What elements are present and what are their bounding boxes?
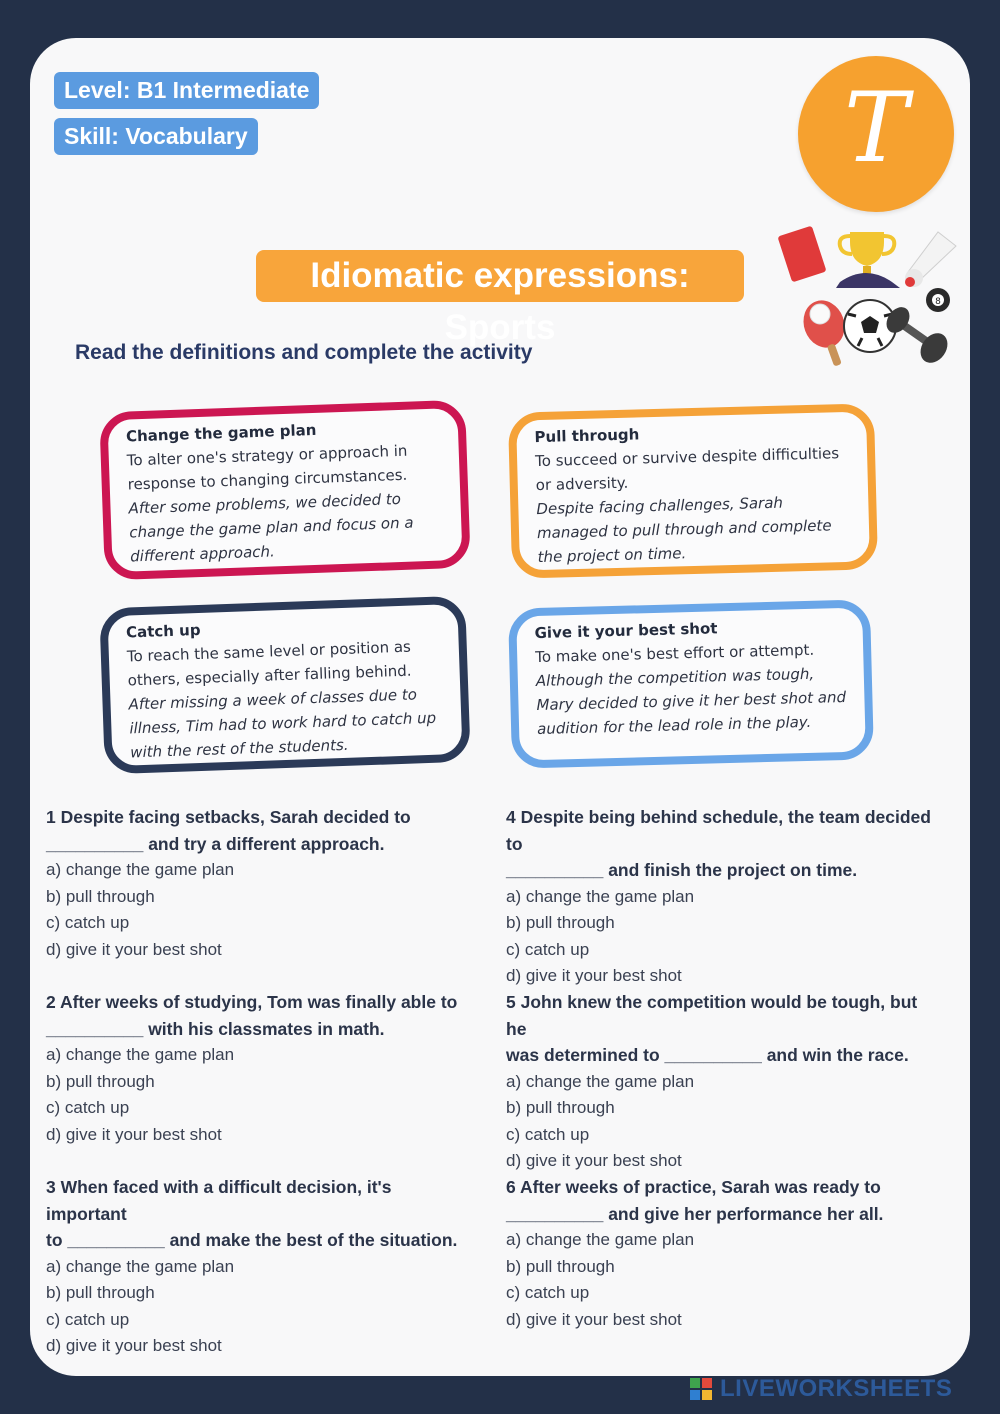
answer-option[interactable]: b) pull through — [46, 1283, 155, 1302]
idiom-term: Give it your best shot — [534, 619, 718, 643]
idiom-card-give-it-your-best-shot — [508, 599, 874, 768]
eight-ball-icon — [926, 288, 950, 312]
liveworksheets-watermark — [690, 1376, 990, 1402]
worksheet-page — [30, 38, 970, 1376]
answer-option[interactable]: c) catch up — [506, 1124, 590, 1144]
question-prompt: 4 Despite being behind schedule, the team decided to — [506, 807, 931, 854]
question-prompt: 1 Despite facing setbacks, Sarah decided to — [46, 807, 411, 827]
logo-letter: T — [843, 72, 909, 184]
red-card-icon — [778, 226, 827, 283]
answer-option[interactable]: b) pull through — [46, 1071, 155, 1091]
logo-square-icon — [702, 1378, 712, 1388]
answer-option[interactable]: c) catch up — [506, 939, 590, 959]
answer-option[interactable]: b) pull through — [506, 1098, 615, 1117]
idiom-example: Despite facing challenges, Sarah managed to pull through and complete the project on time. — [536, 493, 832, 567]
question-prompt-blank: to __________ and make the best of the situation. — [46, 1230, 458, 1250]
idiom-definition: To succeed or survive despite difficulties or adversity. — [534, 444, 840, 495]
idiom-definition: To alter one's strategy or approach in response to changing circumstances. — [126, 441, 408, 494]
cap-icon — [836, 273, 900, 288]
question-prompt-blank: __________ and finish the project on time. — [506, 860, 858, 880]
answer-option[interactable]: d) give it your best shot — [46, 1336, 222, 1355]
question-4 — [506, 804, 936, 990]
question-5 — [506, 989, 936, 1175]
answer-option[interactable]: d) give it your best shot — [46, 939, 222, 959]
instructions: Read the definitions and complete the activity — [75, 341, 533, 364]
answer-option[interactable]: a) change the game plan — [46, 1256, 235, 1276]
question-prompt-blank: __________ and give her performance her all. — [506, 1203, 884, 1224]
idiom-term: Pull through — [534, 425, 640, 447]
question-prompt: 5 John knew the competition would be tough, but he — [506, 992, 918, 1039]
svg-text:8: 8 — [935, 297, 941, 307]
question-prompt-blank: __________ with his classmates in math. — [46, 1018, 385, 1039]
logo-square-icon — [690, 1378, 700, 1388]
answer-option[interactable]: a) change the game plan — [506, 1230, 695, 1249]
idiom-example: After some problems, we decided to change the game plan and focus on a different approach. — [128, 489, 414, 566]
answer-option[interactable]: a) change the game plan — [506, 886, 695, 906]
shuttlecock-icon — [905, 232, 956, 287]
logo-square-icon — [690, 1390, 700, 1400]
level-badge: Level: B1 Intermediate — [54, 72, 319, 109]
answer-option[interactable]: d) give it your best shot — [46, 1124, 222, 1144]
answer-option[interactable]: d) give it your best shot — [506, 966, 682, 985]
question-2 — [46, 989, 476, 1148]
ping-pong-paddle-icon — [797, 295, 851, 367]
answer-option[interactable]: c) catch up — [46, 913, 130, 932]
idiom-card-catch-up — [99, 596, 471, 775]
answer-option[interactable]: a) change the game plan — [46, 1045, 235, 1064]
answer-option[interactable]: d) give it your best shot — [506, 1309, 682, 1329]
question-prompt: 3 When faced with a difficult decision, it's important — [46, 1177, 392, 1224]
idiom-card-change-the-game-plan — [99, 400, 471, 581]
answer-option[interactable]: b) pull through — [506, 913, 615, 932]
page-title: Idiomatic expressions: Sports — [256, 250, 744, 302]
question-prompt: 6 After weeks of practice, Sarah was ready to — [506, 1177, 881, 1197]
idiom-card-pull-through — [508, 403, 878, 579]
question-1 — [46, 804, 476, 963]
sports-equipment-illustration — [778, 222, 964, 370]
question-prompt-blank: __________ and try a different approach. — [46, 833, 385, 854]
answer-option[interactable]: b) pull through — [506, 1256, 615, 1276]
logo-square-icon — [702, 1390, 712, 1400]
brand-text: LIVEWORKSHEETS — [720, 1375, 953, 1402]
answer-option[interactable]: b) pull through — [46, 886, 155, 906]
idiom-example: Although the competition was tough, Mary decided to give it her best shot and audition for the lead role in the play. — [535, 664, 847, 739]
answer-option[interactable]: d) give it your best shot — [506, 1151, 682, 1170]
answer-option[interactable]: c) catch up — [506, 1283, 590, 1302]
answer-option[interactable]: a) change the game plan — [46, 860, 235, 879]
question-prompt: 2 After weeks of studying, Tom was finally able to — [46, 992, 458, 1012]
idiom-term: Catch up — [125, 620, 201, 642]
idiom-definition: To reach the same level or position as others, especially after falling behind. — [126, 637, 412, 690]
skill-badge: Skill: Vocabulary — [54, 118, 258, 155]
idiom-term: Change the game plan — [125, 420, 317, 446]
question-6 — [506, 1174, 936, 1333]
answer-option[interactable]: c) catch up — [46, 1309, 130, 1329]
brand-logo — [798, 56, 954, 212]
question-prompt-blank: was determined to __________ and win the race. — [506, 1045, 909, 1065]
idiom-definition: To make one's best effort or attempt. — [535, 640, 815, 667]
idiom-example: After missing a week of classes due to illness, Tim had to work hard to catch up with the rest of the students. — [128, 685, 437, 762]
answer-option[interactable]: a) change the game plan — [506, 1071, 695, 1091]
question-3 — [46, 1174, 476, 1360]
answer-option[interactable]: c) catch up — [46, 1098, 130, 1117]
